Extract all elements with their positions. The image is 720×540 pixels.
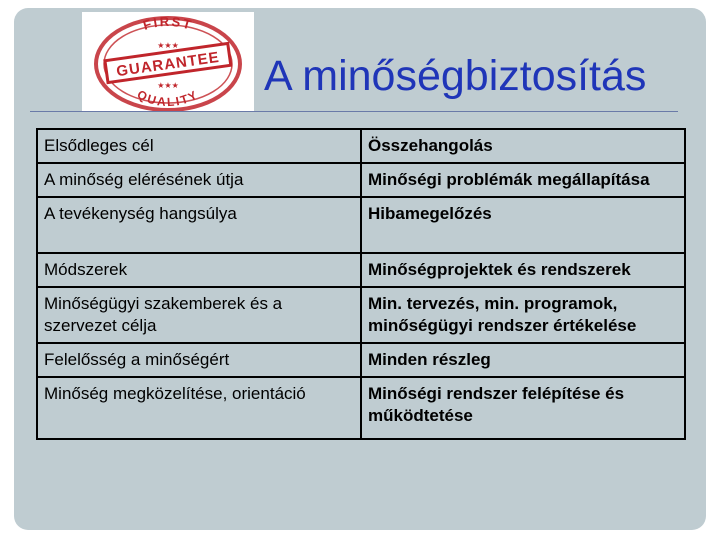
row-value: Összehangolás (361, 129, 685, 163)
logo-stars-bottom: ★★★ (157, 81, 179, 90)
row-value: Min. tervezés, min. programok, minőségügyi rendszer értékelése (361, 287, 685, 343)
row-label: Felelősség a minőségért (37, 343, 361, 377)
logo-bottom-text: QUALITY (134, 87, 202, 110)
row-value: Hibamegelőzés (361, 197, 685, 253)
row-value: Minden részleg (361, 343, 685, 377)
quality-comparison-table (36, 128, 686, 440)
row-label: Módszerek (37, 253, 361, 287)
row-value: Minőségi rendszer felépítése és működtetése (361, 377, 685, 439)
table-row (37, 129, 685, 163)
logo-middle-text: GUARANTEE (115, 48, 221, 81)
row-label: A minőség elérésének útja (37, 163, 361, 197)
table-row (37, 253, 685, 287)
table-row (37, 163, 685, 197)
row-value: Minőségi problémák megállapítása (361, 163, 685, 197)
page-title: A minőségbiztosítás (264, 52, 647, 100)
row-label: A tevékenység hangsúlya (37, 197, 361, 253)
guarantee-stamp-logo (82, 12, 254, 112)
row-value: Minőségprojektek és rendszerek (361, 253, 685, 287)
table-row (37, 287, 685, 343)
row-label: Minőség megközelítése, orientáció (37, 377, 361, 439)
table-row (37, 197, 685, 253)
logo-top-text: FIRST (141, 13, 195, 33)
row-label: Elsődleges cél (37, 129, 361, 163)
svg-text:FIRST (141, 14, 194, 33)
row-label: Minőségügyi szakemberek és a szervezet célja (37, 287, 361, 343)
table-row (37, 377, 685, 439)
logo-stars-top: ★★★ (157, 41, 179, 50)
title-divider (30, 111, 678, 112)
table-row (37, 343, 685, 377)
